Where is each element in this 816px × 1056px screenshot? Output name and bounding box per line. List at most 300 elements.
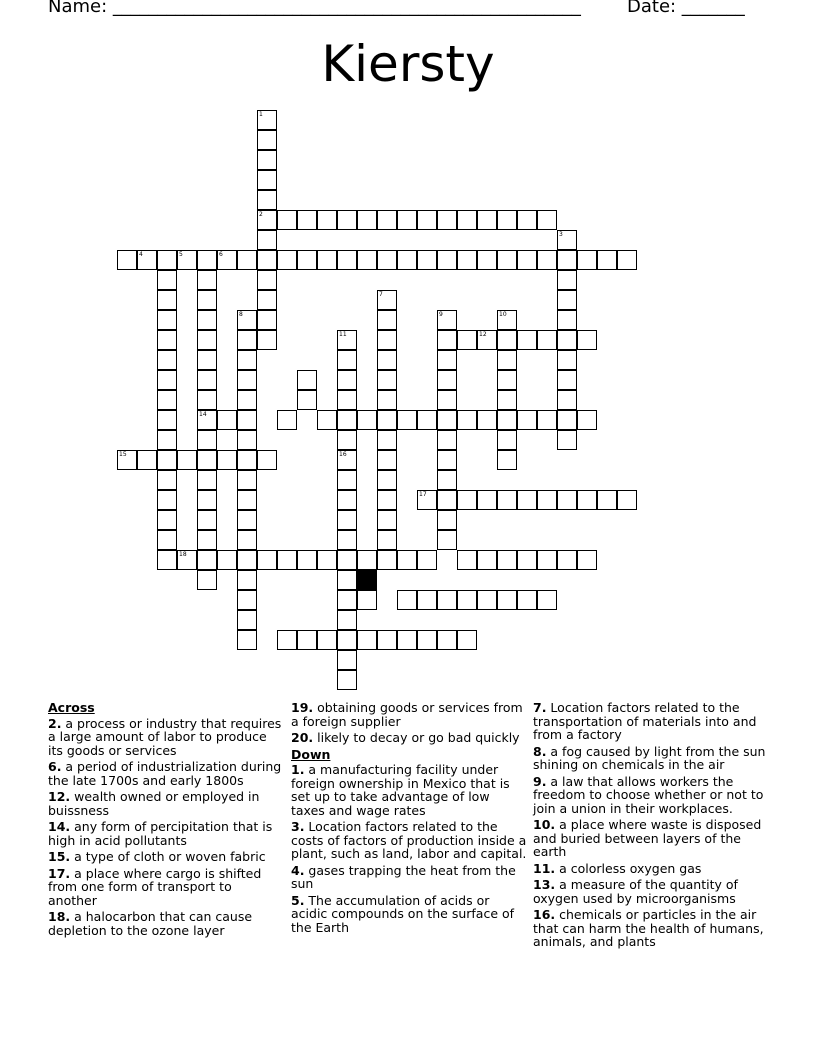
grid-cell[interactable] [457, 550, 477, 570]
grid-cell[interactable] [457, 210, 477, 230]
grid-cell[interactable] [237, 410, 257, 430]
grid-cell[interactable] [337, 410, 357, 430]
clue-item [291, 763, 527, 817]
grid-cell[interactable] [557, 250, 577, 270]
clue-item-text: a place where waste is disposed and buried between layers of the earth [533, 817, 762, 859]
grid-cell[interactable] [197, 270, 217, 290]
grid-cell[interactable] [377, 630, 397, 650]
grid-cell[interactable] [337, 510, 357, 530]
clue-item [533, 701, 773, 742]
grid-cell[interactable] [297, 630, 317, 650]
clue-item-number: 12. [48, 789, 71, 804]
name-field-label: Name: ____________________________________________________ [48, 0, 581, 17]
grid-cell[interactable] [237, 330, 257, 350]
grid-cell[interactable] [557, 390, 577, 410]
grid-cell[interactable] [397, 550, 417, 570]
grid-cell[interactable] [557, 430, 577, 450]
grid-cell[interactable] [157, 330, 177, 350]
grid-cell[interactable] [337, 430, 357, 450]
grid-cell[interactable] [277, 210, 297, 230]
grid-cell[interactable] [237, 310, 257, 330]
grid-cell[interactable] [197, 510, 217, 530]
grid-cell[interactable] [417, 250, 437, 270]
grid-cell[interactable] [257, 230, 277, 250]
clue-item [48, 790, 284, 817]
grid-cell[interactable] [557, 350, 577, 370]
grid-cell[interactable] [237, 250, 257, 270]
grid-cell[interactable] [257, 110, 277, 130]
grid-cell[interactable] [237, 450, 257, 470]
grid-cell[interactable] [337, 470, 357, 490]
grid-cell[interactable] [437, 490, 457, 510]
grid-cell[interactable] [377, 290, 397, 310]
clue-item-text: a colorless oxygen gas [555, 860, 702, 876]
grid-cell[interactable] [497, 250, 517, 270]
grid-cell[interactable] [357, 590, 377, 610]
grid-cell[interactable] [397, 590, 417, 610]
clue-number: 14 [199, 411, 207, 418]
clue-number: 8 [239, 311, 243, 318]
clue-item-text: any form of percipitation that is high in acid pollutants [48, 819, 273, 848]
grid-cell[interactable] [257, 210, 277, 230]
grid-cell[interactable] [257, 250, 277, 270]
clue-item-text: a period of industrialization during the late 1700s and early 1800s [48, 759, 282, 788]
grid-cell[interactable] [477, 490, 497, 510]
grid-cell[interactable] [457, 250, 477, 270]
grid-cell[interactable] [157, 410, 177, 430]
grid-cell[interactable] [157, 390, 177, 410]
grid-cell[interactable] [417, 210, 437, 230]
grid-cell[interactable] [337, 370, 357, 390]
grid-cell[interactable] [457, 630, 477, 650]
grid-cell[interactable] [137, 250, 157, 270]
grid-cell[interactable] [537, 330, 557, 350]
clue-number: 1 [259, 111, 263, 118]
grid-cell[interactable] [517, 250, 537, 270]
grid-cell[interactable] [377, 550, 397, 570]
clue-item-number: 4. [291, 862, 305, 878]
grid-cell[interactable] [157, 550, 177, 570]
clues-column-1 [48, 701, 284, 940]
grid-cell[interactable] [217, 250, 237, 270]
clue-number: 18 [179, 551, 187, 558]
grid-cell[interactable] [277, 550, 297, 570]
grid-cell[interactable] [457, 410, 477, 430]
clue-item-text: a law that allows workers the freedom to choose whether or not to join a union in their workplaces. [533, 773, 764, 816]
grid-cell[interactable] [517, 210, 537, 230]
clue-number: 16 [339, 451, 347, 458]
clue-item-text: gases trapping the heat from the sun [291, 862, 516, 891]
grid-cell[interactable] [337, 250, 357, 270]
grid-cell[interactable] [357, 550, 377, 570]
clue-item [48, 850, 284, 864]
grid-cell[interactable] [157, 530, 177, 550]
grid-cell[interactable] [537, 550, 557, 570]
grid-cell[interactable] [437, 350, 457, 370]
clues-column-2 [291, 701, 527, 937]
grid-cell[interactable] [437, 210, 457, 230]
grid-cell[interactable] [597, 250, 617, 270]
grid-cell[interactable] [477, 410, 497, 430]
grid-cell[interactable] [457, 590, 477, 610]
down-clue-list [291, 763, 527, 934]
grid-cell[interactable] [497, 390, 517, 410]
grid-cell[interactable] [317, 630, 337, 650]
grid-cell[interactable] [257, 190, 277, 210]
clue-item-text: Location factors related to the transportation of materials into and from a factory [533, 700, 757, 742]
grid-cell[interactable] [277, 410, 297, 430]
grid-cell[interactable] [497, 430, 517, 450]
grid-cell[interactable] [557, 310, 577, 330]
grid-cell[interactable] [197, 250, 217, 270]
grid-cell[interactable] [297, 250, 317, 270]
grid-cell[interactable] [437, 310, 457, 330]
clue-item-number: 14. [48, 819, 71, 834]
grid-cell[interactable] [377, 510, 397, 530]
grid-cell[interactable] [317, 550, 337, 570]
grid-cell[interactable] [557, 490, 577, 510]
grid-cell[interactable] [157, 270, 177, 290]
grid-cell[interactable] [497, 330, 517, 350]
clue-item-text: a fog caused by light from the sun shining on chemicals in the air [533, 743, 766, 772]
grid-cell[interactable] [337, 490, 357, 510]
grid-cell[interactable] [357, 410, 377, 430]
clue-item [533, 878, 773, 905]
grid-cell[interactable] [337, 530, 357, 550]
grid-cell[interactable] [617, 490, 637, 510]
grid-cell[interactable] [197, 310, 217, 330]
grid-cell[interactable] [377, 350, 397, 370]
grid-cell[interactable] [337, 650, 357, 670]
grid-cell[interactable] [237, 610, 257, 630]
grid-cell[interactable] [437, 330, 457, 350]
grid-cell[interactable] [337, 350, 357, 370]
clue-item-text: wealth owned or employed in buissness [48, 789, 260, 818]
grid-cell[interactable] [577, 490, 597, 510]
grid-cell[interactable] [337, 450, 357, 470]
grid-cell[interactable] [537, 210, 557, 230]
grid-cell[interactable] [497, 590, 517, 610]
grid-cell[interactable] [557, 410, 577, 430]
grid-cell[interactable] [237, 570, 257, 590]
grid-cell[interactable] [297, 550, 317, 570]
grid-cell[interactable] [377, 430, 397, 450]
grid-cell[interactable] [237, 630, 257, 650]
grid-cell[interactable] [597, 490, 617, 510]
grid-cell[interactable] [397, 630, 417, 650]
clue-item [533, 908, 773, 949]
grid-cell[interactable] [337, 610, 357, 630]
grid-cell[interactable] [197, 370, 217, 390]
grid-cell[interactable] [297, 370, 317, 390]
grid-cell[interactable] [157, 290, 177, 310]
grid-cell[interactable] [237, 550, 257, 570]
grid-cell[interactable] [197, 450, 217, 470]
grid-cell[interactable] [337, 210, 357, 230]
clue-item [533, 818, 773, 859]
clue-item-number: 19. [291, 700, 314, 715]
clue-item-number: 9. [533, 773, 547, 789]
clue-item-number: 6. [48, 759, 62, 774]
grid-cell[interactable] [357, 210, 377, 230]
grid-cell[interactable] [337, 670, 357, 690]
grid-cell[interactable] [437, 450, 457, 470]
clue-item [291, 864, 527, 891]
grid-cell[interactable] [497, 370, 517, 390]
grid-cell[interactable] [157, 310, 177, 330]
grid-cell[interactable] [497, 310, 517, 330]
clue-item [533, 862, 773, 876]
grid-cell[interactable] [157, 370, 177, 390]
grid-cell[interactable] [317, 210, 337, 230]
grid-cell[interactable] [237, 470, 257, 490]
grid-cell[interactable] [357, 250, 377, 270]
grid-cell[interactable] [157, 430, 177, 450]
grid-cell[interactable] [257, 290, 277, 310]
grid-cell[interactable] [237, 490, 257, 510]
grid-cell[interactable] [577, 330, 597, 350]
grid-cell[interactable] [497, 410, 517, 430]
grid-cell[interactable] [517, 490, 537, 510]
grid-cell[interactable] [437, 250, 457, 270]
grid-cell[interactable] [477, 210, 497, 230]
grid-cell[interactable] [537, 410, 557, 430]
clue-item [533, 745, 773, 772]
grid-cell[interactable] [437, 470, 457, 490]
grid-cell[interactable] [557, 230, 577, 250]
grid-cell[interactable] [497, 210, 517, 230]
clue-item [291, 701, 527, 728]
grid-cell[interactable] [377, 410, 397, 430]
grid-cell[interactable] [197, 530, 217, 550]
grid-cell[interactable] [197, 570, 217, 590]
clue-item-text: a halocarbon that can cause depletion to the ozone layer [48, 909, 253, 938]
grid-cell[interactable] [317, 410, 337, 430]
grid-cell[interactable] [197, 330, 217, 350]
clue-item-number: 10. [533, 817, 556, 832]
clue-item-number: 1. [291, 762, 305, 777]
grid-cell[interactable] [437, 510, 457, 530]
grid-cell[interactable] [157, 510, 177, 530]
grid-cell[interactable] [497, 490, 517, 510]
grid-cell[interactable] [257, 270, 277, 290]
grid-cell[interactable] [417, 490, 437, 510]
grid-cell[interactable] [157, 470, 177, 490]
clue-item-text: a type of cloth or woven fabric [70, 849, 266, 864]
grid-cell[interactable] [237, 510, 257, 530]
grid-cell[interactable] [317, 250, 337, 270]
grid-cell[interactable] [457, 330, 477, 350]
grid-cell[interactable] [377, 470, 397, 490]
grid-cell[interactable] [237, 370, 257, 390]
grid-cell[interactable] [277, 250, 297, 270]
grid-cell[interactable] [377, 530, 397, 550]
clue-item-text: chemicals or particles in the air that can harm the health of humans, animals, and plants [533, 907, 764, 949]
clue-number: 12 [479, 331, 487, 338]
clue-number: 15 [119, 451, 127, 458]
grid-cell[interactable] [337, 550, 357, 570]
grid-cell[interactable] [257, 550, 277, 570]
puzzle-title: Kiersty [321, 35, 495, 93]
grid-cell[interactable] [577, 250, 597, 270]
grid-cell[interactable] [257, 130, 277, 150]
grid-cell[interactable] [117, 250, 137, 270]
grid-cell[interactable] [337, 570, 357, 590]
grid-cell[interactable] [197, 490, 217, 510]
clue-item-number: 11. [533, 860, 556, 876]
grid-cell[interactable] [157, 490, 177, 510]
grid-cell[interactable] [577, 550, 597, 570]
grid-cell[interactable] [477, 550, 497, 570]
grid-cell[interactable] [277, 630, 297, 650]
clue-item [48, 820, 284, 847]
clue-item [48, 910, 284, 937]
grid-cell[interactable] [477, 330, 497, 350]
across-clue-list [48, 717, 284, 938]
grid-cell[interactable] [397, 210, 417, 230]
grid-cell[interactable] [237, 530, 257, 550]
grid-cell[interactable] [557, 290, 577, 310]
grid-cell[interactable] [497, 350, 517, 370]
clue-item-number: 20. [291, 730, 314, 745]
grid-cell[interactable] [497, 450, 517, 470]
grid-cell[interactable] [237, 590, 257, 610]
grid-cell[interactable] [417, 410, 437, 430]
grid-cell[interactable] [537, 250, 557, 270]
grid-cell[interactable] [397, 410, 417, 430]
clue-number: 2 [259, 211, 263, 218]
grid-cell[interactable] [197, 470, 217, 490]
grid-cell[interactable] [217, 450, 237, 470]
grid-cell-blocked [357, 570, 377, 590]
clue-item-text: Location factors related to the costs of factors of production inside a plant, such as land, labor and capital. [291, 819, 527, 861]
grid-cell[interactable] [257, 450, 277, 470]
grid-cell[interactable] [517, 330, 537, 350]
across-heading: Across [48, 700, 95, 715]
clue-item-text: a place where cargo is shifted from one form of transport to another [48, 865, 262, 908]
grid-cell[interactable] [617, 250, 637, 270]
grid-cell[interactable] [157, 350, 177, 370]
grid-cell[interactable] [377, 490, 397, 510]
grid-cell[interactable] [577, 410, 597, 430]
clue-item [48, 867, 284, 908]
grid-cell[interactable] [437, 370, 457, 390]
grid-cell[interactable] [217, 550, 237, 570]
grid-cell[interactable] [437, 410, 457, 430]
grid-cell[interactable] [257, 150, 277, 170]
grid-cell[interactable] [237, 430, 257, 450]
grid-cell[interactable] [157, 250, 177, 270]
grid-cell[interactable] [337, 330, 357, 350]
grid-cell[interactable] [477, 250, 497, 270]
down-heading: Down [291, 746, 331, 762]
grid-cell[interactable] [337, 390, 357, 410]
clue-number: 4 [139, 251, 143, 258]
grid-cell[interactable] [197, 350, 217, 370]
grid-cell[interactable] [517, 410, 537, 430]
grid-cell[interactable] [537, 590, 557, 610]
grid-cell[interactable] [517, 590, 537, 610]
clue-item [291, 894, 527, 935]
grid-cell[interactable] [557, 270, 577, 290]
grid-cell[interactable] [377, 450, 397, 470]
grid-cell[interactable] [437, 390, 457, 410]
grid-cell[interactable] [337, 590, 357, 610]
grid-cell[interactable] [157, 450, 177, 470]
clue-number: 10 [499, 311, 507, 318]
grid-cell[interactable] [197, 550, 217, 570]
clue-number: 7 [379, 291, 383, 298]
grid-cell[interactable] [377, 370, 397, 390]
grid-cell[interactable] [177, 250, 197, 270]
grid-cell[interactable] [257, 310, 277, 330]
clue-item-number: 7. [533, 700, 547, 715]
clue-number: 3 [559, 231, 563, 238]
grid-cell[interactable] [377, 210, 397, 230]
grid-cell[interactable] [237, 390, 257, 410]
grid-cell[interactable] [377, 390, 397, 410]
grid-cell[interactable] [257, 330, 277, 350]
clue-number: 6 [219, 251, 223, 258]
grid-cell[interactable] [557, 550, 577, 570]
grid-cell[interactable] [437, 590, 457, 610]
grid-cell[interactable] [437, 530, 457, 550]
grid-cell[interactable] [117, 450, 137, 470]
grid-cell[interactable] [377, 250, 397, 270]
grid-cell[interactable] [237, 350, 257, 370]
grid-cell[interactable] [437, 630, 457, 650]
grid-cell[interactable] [177, 550, 197, 570]
grid-cell[interactable] [337, 630, 357, 650]
grid-cell[interactable] [197, 410, 217, 430]
grid-cell[interactable] [437, 430, 457, 450]
clue-item-number: 3. [291, 819, 305, 834]
grid-cell[interactable] [217, 410, 237, 430]
across-clue-list-continued [291, 701, 527, 745]
clue-item-number: 5. [291, 892, 305, 908]
clue-item-number: 15. [48, 849, 71, 864]
grid-cell[interactable] [517, 550, 537, 570]
grid-cell[interactable] [197, 290, 217, 310]
clue-item [291, 820, 527, 861]
grid-cell[interactable] [377, 330, 397, 350]
grid-cell[interactable] [377, 310, 397, 330]
grid-cell[interactable] [397, 250, 417, 270]
grid-cell[interactable] [537, 490, 557, 510]
grid-cell[interactable] [497, 550, 517, 570]
clue-number: 11 [339, 331, 347, 338]
grid-cell[interactable] [137, 450, 157, 470]
grid-cell[interactable] [417, 630, 437, 650]
grid-cell[interactable] [177, 450, 197, 470]
grid-cell[interactable] [477, 590, 497, 610]
clue-item-number: 18. [48, 909, 71, 924]
grid-cell[interactable] [417, 590, 437, 610]
grid-cell[interactable] [297, 210, 317, 230]
grid-cell[interactable] [457, 490, 477, 510]
grid-cell[interactable] [257, 170, 277, 190]
grid-cell[interactable] [557, 370, 577, 390]
grid-cell[interactable] [197, 430, 217, 450]
clue-item [48, 760, 284, 787]
clue-number: 17 [419, 491, 427, 498]
grid-cell[interactable] [297, 390, 317, 410]
clue-item-number: 13. [533, 877, 556, 892]
grid-cell[interactable] [357, 630, 377, 650]
grid-cell[interactable] [557, 330, 577, 350]
grid-cell[interactable] [197, 390, 217, 410]
grid-cell[interactable] [417, 550, 437, 570]
